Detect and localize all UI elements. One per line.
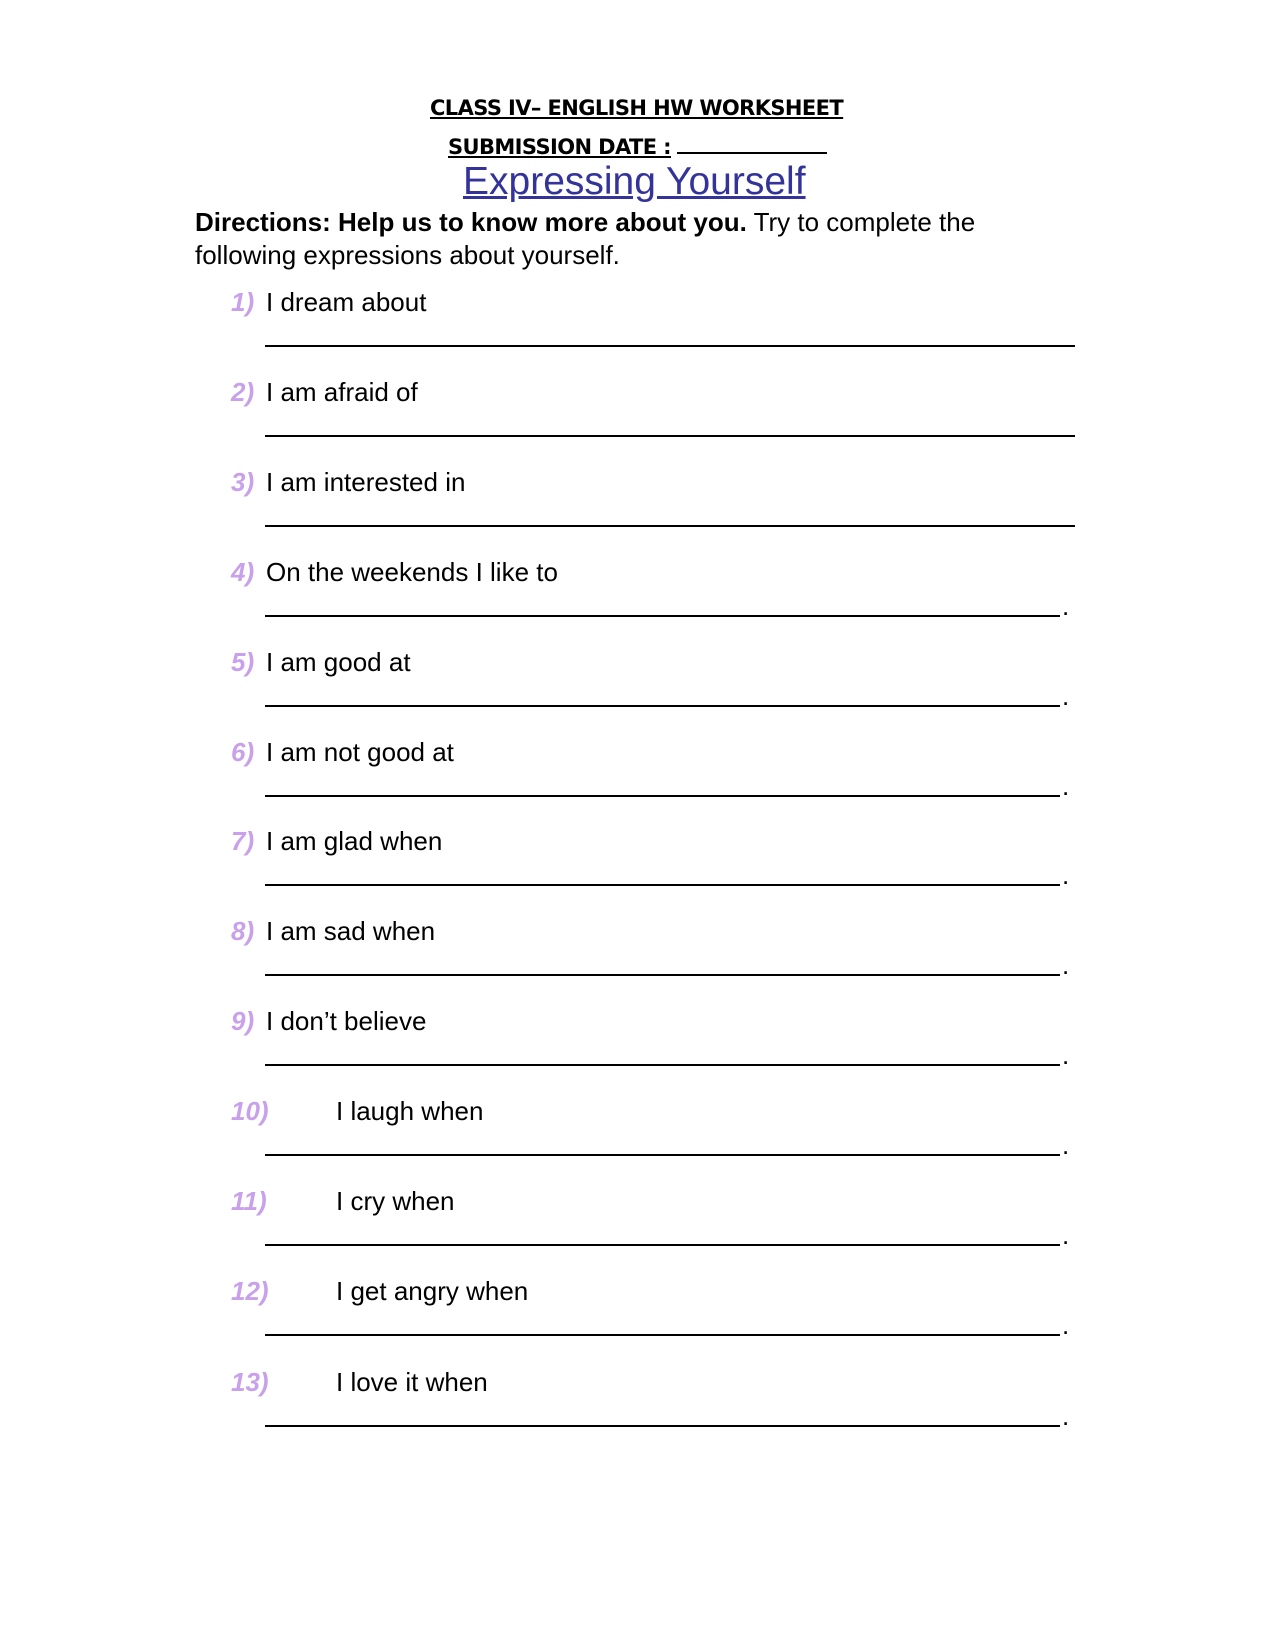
item-number: 6) (231, 737, 255, 767)
answer-line[interactable] (265, 1244, 1060, 1246)
item-prompt: I am afraid of (266, 377, 418, 407)
list-item (0, 557, 1275, 647)
list-item (0, 737, 1275, 827)
item-number: 3) (231, 467, 255, 497)
answer-line[interactable] (265, 884, 1060, 886)
item-prompt: I love it when (336, 1367, 488, 1397)
item-number: 2) (231, 377, 255, 407)
directions-text: Try to complete the following expressions about yourself. (195, 207, 976, 270)
list-item (0, 1276, 1275, 1366)
line-end-period: . (1062, 591, 1070, 621)
list-item (0, 467, 1275, 557)
answer-line[interactable] (265, 1064, 1060, 1066)
answer-line[interactable] (265, 705, 1060, 707)
item-prompt: I dream about (266, 287, 427, 317)
item-number: 13) (231, 1367, 269, 1397)
item-number: 10) (231, 1096, 269, 1126)
worksheet-heading: CLASS IV– ENGLISH HW WORKSHEET (430, 96, 844, 120)
list-item (0, 1186, 1275, 1276)
item-number: 5) (231, 647, 255, 677)
answer-line[interactable] (265, 345, 1075, 347)
line-end-period: . (1062, 681, 1070, 711)
item-number: 11) (231, 1186, 267, 1216)
line-end-period: . (1062, 1401, 1070, 1431)
line-end-period: . (1062, 1040, 1070, 1070)
item-number: 7) (231, 826, 255, 856)
list-item (0, 826, 1275, 916)
page-title: Expressing Yourself (463, 160, 806, 203)
submission-date-label: SUBMISSION DATE : (448, 135, 671, 159)
answer-line[interactable] (265, 525, 1075, 527)
answer-line[interactable] (265, 1154, 1060, 1156)
item-prompt: I get angry when (336, 1276, 529, 1306)
item-number: 8) (231, 916, 255, 946)
line-end-period: . (1062, 1310, 1070, 1340)
list-item (0, 1096, 1275, 1186)
item-prompt: I am not good at (266, 737, 454, 767)
item-prompt: I am good at (266, 647, 411, 677)
directions-heading: Directions: Help us to know more about you. (195, 207, 747, 237)
item-prompt: On the weekends I like to (266, 557, 558, 587)
directions (195, 206, 1075, 272)
list-item (0, 377, 1275, 467)
item-prompt: I am sad when (266, 916, 436, 946)
list-item (0, 1006, 1275, 1096)
item-prompt: I cry when (336, 1186, 455, 1216)
list-item (0, 287, 1275, 377)
item-prompt: I laugh when (336, 1096, 484, 1126)
line-end-period: . (1062, 1220, 1070, 1250)
answer-line[interactable] (265, 1334, 1060, 1336)
item-number: 9) (231, 1006, 255, 1036)
submission-date-row (448, 130, 827, 159)
answer-line[interactable] (265, 974, 1060, 976)
answer-line[interactable] (265, 1425, 1060, 1427)
answer-line[interactable] (265, 615, 1060, 617)
line-end-period: . (1062, 950, 1070, 980)
list-item (0, 1367, 1275, 1457)
line-end-period: . (1062, 860, 1070, 890)
line-end-period: . (1062, 1130, 1070, 1160)
item-prompt: I am glad when (266, 826, 443, 856)
list-item (0, 916, 1275, 1006)
answer-line[interactable] (265, 435, 1075, 437)
item-prompt: I am interested in (266, 467, 466, 497)
answer-line[interactable] (265, 795, 1060, 797)
item-number: 12) (231, 1276, 269, 1306)
item-number: 1) (231, 287, 255, 317)
list-item (0, 647, 1275, 737)
submission-date-blank[interactable] (677, 130, 827, 154)
item-prompt: I don’t believe (266, 1006, 427, 1036)
line-end-period: . (1062, 771, 1070, 801)
item-number: 4) (231, 557, 255, 587)
